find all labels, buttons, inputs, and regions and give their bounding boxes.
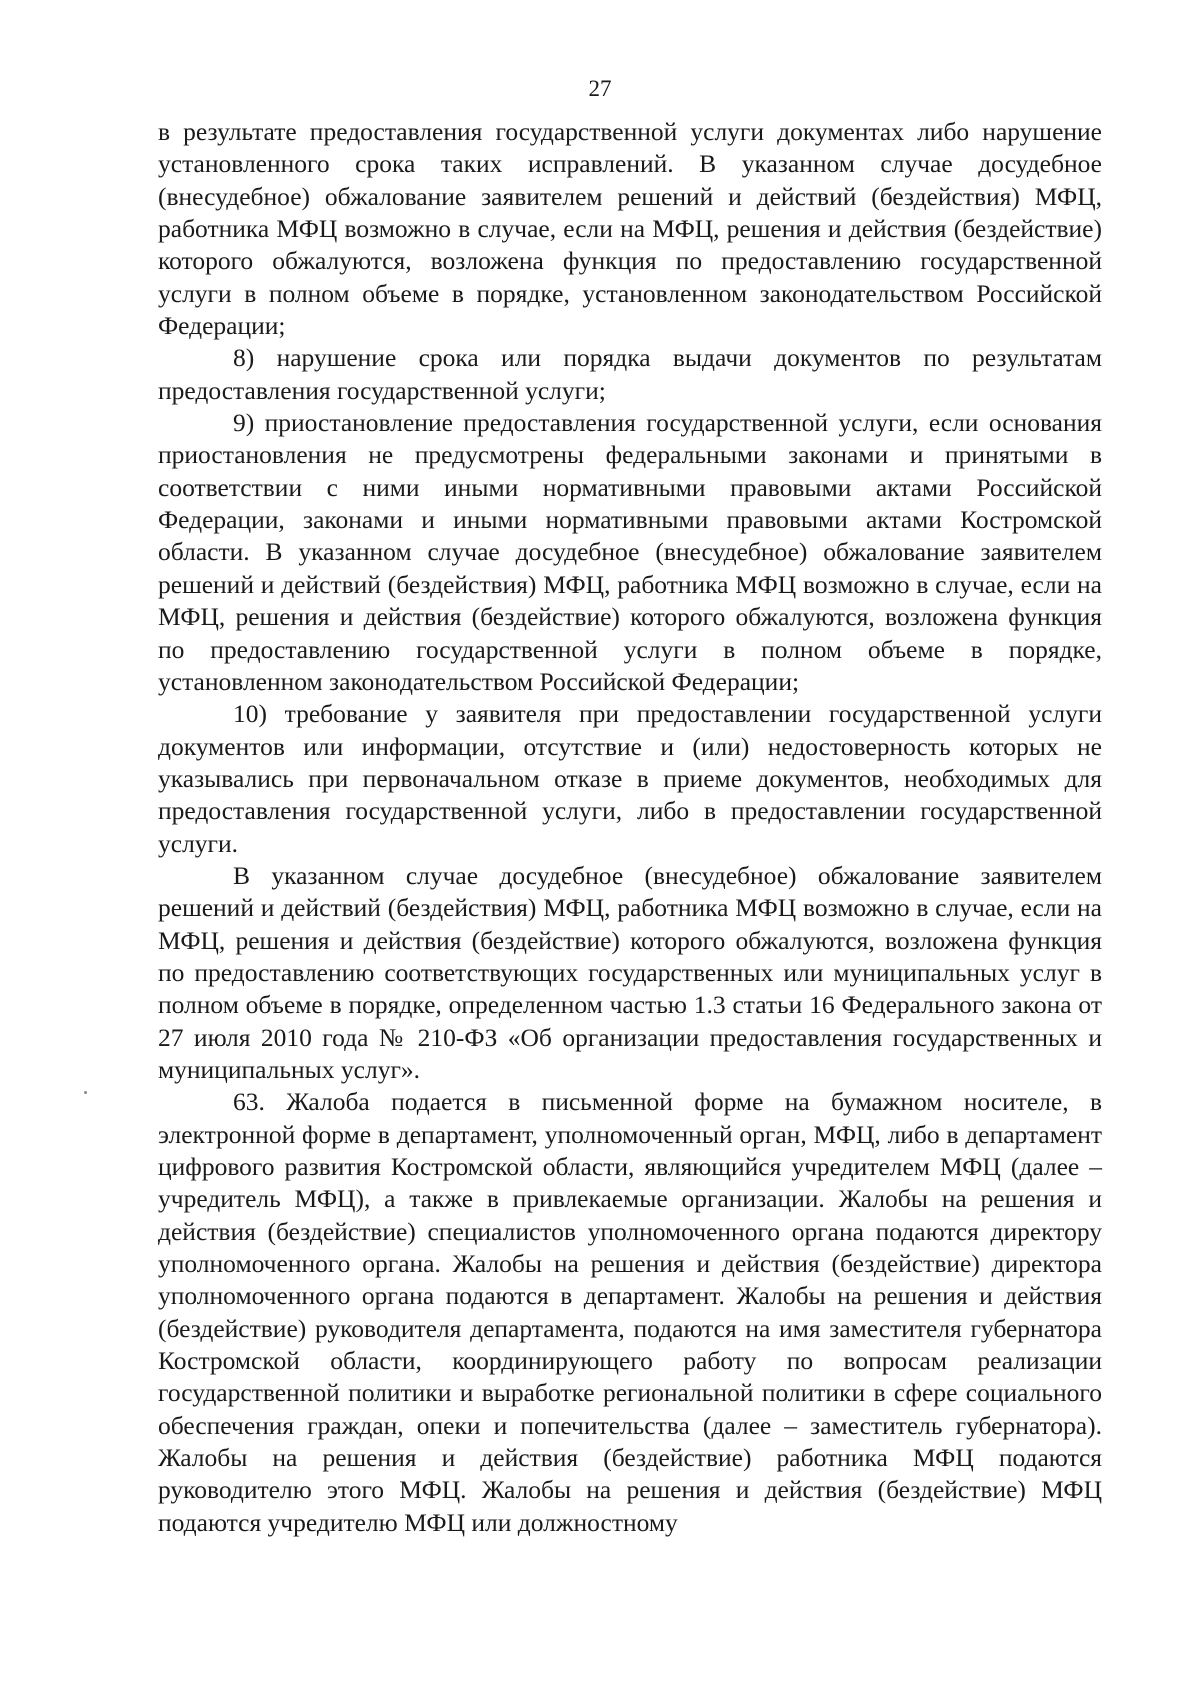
paragraph-item-9: 9) приостановление предоставления государственной услуги, если основания приостановления не предусмотрены федеральными законами и принятыми в соответствии с ними иными нормативными правовыми актами Российской Федерации, законами и иными нормативными правовыми актами Костромской области. В указанном случае досудебное (внесудебное) обжалование заявителем решений и действий (бездействия) МФЦ, работника МФЦ возможно в случае, если на МФЦ, решения и действия (бездействие) которого обжалуются, возложена функция по предоставлению государственной услуги в полном объеме в порядке, установленном законодательством Российской Федерации;: [158, 408, 1102, 696]
page-number: 27: [588, 76, 612, 101]
paragraph-continuation: в результате предоставления государственной услуги документах либо нарушение установленного срока таких исправлений. В указанном случае досудебное (внесудебное) обжалование заявителем решений и действий (бездействия) МФЦ, работника МФЦ возможно в случае, если на МФЦ, решения и действия (бездействие) которого обжалуются, возложена функция по предоставлению государственной услуги в полном объеме в порядке, установленном законодательством Российской Федерации;: [158, 117, 1102, 341]
scan-speck: [84, 1091, 87, 1094]
paragraph-63: 63. Жалоба подается в письменной форме на бумажном носителе, в электронной форме в департамент, уполномоченный орган, МФЦ, либо в департамент цифрового развития Костромской области, являющийся учредителем МФЦ (далее – учредитель МФЦ), а также в привлекаемые организации. Жалобы на решения и действия (бездействие) специалистов уполномоченного органа подаются директору уполномоченного органа. Жалобы на решения и действия (бездействие) директора уполномоченного органа подаются в департамент. Жалобы на решения и действия (бездействие) руководителя департамента, подаются на имя заместителя губернатора Костромской области, координирующего работу по вопросам реализации государственной политики и выработке региональной политики в сфере социального обеспечения граждан, опеки и попечительства (далее – заместитель губернатора). Жалобы на решения и действия (бездействие) работника МФЦ подаются руководителю этого МФЦ. Жалобы на решения и действия (бездействие) МФЦ подаются учредителю МФЦ или должностному: [158, 1087, 1102, 1537]
paragraph-item-8: 8) нарушение срока или порядка выдачи документов по результатам предоставления государственной услуги;: [158, 343, 1102, 405]
paragraph-mfc-appeal: В указанном случае досудебное (внесудебное) обжалование заявителем решений и действий (бездействия) МФЦ, работника МФЦ возможно в случае, если на МФЦ, решения и действия (бездействие) которого обжалуются, возложена функция по предоставлению соответствующих государственных или муниципальных услуг в полном объеме в порядке, определенном частью 1.3 статьи 16 Федерального закона от 27 июля 2010 года № 210-ФЗ «Об организации предоставления государственных и муниципальных услуг».: [158, 860, 1102, 1084]
document-body: [158, 116, 1102, 1539]
paragraph-item-10: 10) требование у заявителя при предоставлении государственной услуги документов или информации, отсутствие и (или) недостоверность которых не указывались при первоначальном отказе в приеме документов, необходимых для предоставления государственной услуги, либо в предоставлении государственной услуги.: [158, 699, 1102, 858]
